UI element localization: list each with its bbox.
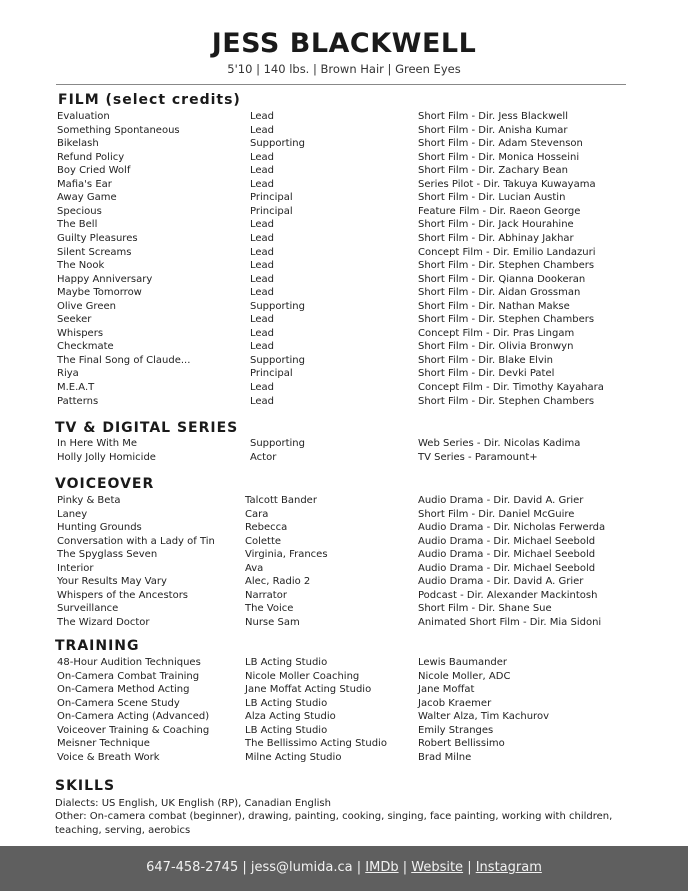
training-title: Voiceover Training & Coaching	[57, 724, 210, 736]
voiceover-role: The Voice	[245, 603, 294, 615]
film-detail: Short Film - Dir. Qianna Dookeran	[418, 273, 586, 285]
footer-separator: |	[398, 860, 412, 875]
film-detail: Short Film - Dir. Nathan Makse	[418, 300, 570, 312]
film-title: Olive Green	[57, 300, 116, 312]
film-role: Lead	[250, 246, 275, 258]
voiceover-title: Hunting Grounds	[57, 522, 142, 534]
film-role: Lead	[250, 260, 275, 272]
film-title: Patterns	[57, 395, 99, 407]
film-row	[0, 178, 688, 192]
film-detail: Short Film - Dir. Lucian Austin	[418, 192, 566, 204]
website-link[interactable]: Website	[411, 860, 464, 875]
actor-stats: 5'10 | 140 lbs. | Brown Hair | Green Eyes	[227, 62, 461, 76]
film-role: Lead	[250, 124, 275, 136]
training-title: Voice & Breath Work	[57, 751, 160, 763]
film-title: Checkmate	[57, 341, 114, 353]
film-row	[0, 327, 688, 341]
training-role: LB Acting Studio	[245, 657, 328, 668]
training-detail: Emily Stranges	[418, 724, 494, 736]
voiceover-title: Conversation with a Lady of Tin	[57, 535, 215, 547]
film-title: Mafia's Ear	[57, 178, 112, 190]
film-role: Lead	[250, 287, 275, 299]
training-title: On-Camera Scene Study	[57, 697, 180, 709]
voiceover-row	[0, 602, 688, 616]
training-detail: Lewis Baumander	[418, 657, 508, 668]
film-title: Silent Screams	[57, 246, 132, 258]
training-title: On-Camera Combat Training	[57, 670, 200, 682]
imdb-link[interactable]: IMDb	[365, 860, 399, 875]
instagram-link[interactable]: Instagram	[475, 860, 542, 875]
film-title: The Final Song of Claude...	[57, 354, 191, 366]
film-title: Bikelash	[57, 138, 99, 150]
training-detail: Brad Milne	[418, 751, 472, 763]
voiceover-title: Pinky & Beta	[57, 495, 121, 506]
actor-name: JESS BLACKWELL	[211, 28, 477, 59]
film-role: Lead	[250, 341, 275, 353]
film-detail: Series Pilot - Dir. Takuya Kuwayama	[418, 178, 596, 190]
skills-section-title: SKILLS	[55, 778, 116, 794]
voiceover-role: Ava	[245, 562, 264, 574]
film-section-title: FILM (select credits)	[58, 92, 241, 108]
film-detail: Concept Film - Dir. Pras Lingam	[418, 327, 575, 339]
film-row	[0, 395, 688, 409]
film-detail: Concept Film - Dir. Emilio Landazuri	[418, 246, 596, 258]
film-row	[0, 137, 688, 151]
voiceover-detail: Audio Drama - Dir. Michael Seebold	[418, 549, 596, 561]
voiceover-role: Nurse Sam	[245, 616, 300, 628]
voiceover-title: The Wizard Doctor	[57, 616, 150, 628]
film-title: The Nook	[57, 260, 105, 272]
training-role: LB Acting Studio	[245, 697, 328, 709]
film-role: Lead	[250, 111, 275, 122]
header-divider	[56, 84, 626, 85]
film-detail: Short Film - Dir. Jess Blackwell	[418, 111, 568, 122]
film-title: Evaluation	[57, 111, 110, 122]
film-title: Maybe Tomorrow	[57, 287, 142, 299]
training-row	[0, 656, 688, 670]
film-role: Lead	[250, 178, 275, 190]
film-title: Seeker	[57, 314, 92, 326]
training-row	[0, 751, 688, 765]
film-role: Supporting	[250, 138, 305, 150]
voiceover-title: Laney	[57, 508, 88, 520]
film-row	[0, 300, 688, 314]
tv-role: Supporting	[250, 438, 305, 449]
voiceover-detail: Animated Short Film - Dir. Mia Sidoni	[418, 616, 602, 628]
training-row	[0, 724, 688, 738]
tv-row	[0, 437, 688, 451]
voiceover-role: Alec, Radio 2	[245, 576, 311, 588]
film-detail: Short Film - Dir. Stephen Chambers	[418, 314, 595, 326]
voiceover-title: Whispers of the Ancestors	[57, 589, 189, 601]
film-role: Supporting	[250, 300, 305, 312]
training-section-title: TRAINING	[55, 638, 140, 654]
tv-title: Holly Jolly Homicide	[57, 451, 156, 463]
film-row	[0, 273, 688, 287]
training-detail: Robert Bellissimo	[418, 738, 505, 750]
film-role: Principal	[250, 205, 293, 217]
training-detail: Jacob Kraemer	[418, 697, 492, 709]
voiceover-detail: Audio Drama - Dir. David A. Grier	[418, 495, 584, 506]
voiceover-detail: Audio Drama - Dir. David A. Grier	[418, 576, 584, 588]
voiceover-role: Rebecca	[245, 522, 288, 534]
voiceover-title: Interior	[57, 562, 94, 574]
training-title: 48-Hour Audition Techniques	[57, 657, 201, 668]
training-role: Nicole Moller Coaching	[245, 670, 360, 682]
voiceover-detail: Podcast - Dir. Alexander Mackintosh	[418, 589, 598, 601]
voiceover-detail: Audio Drama - Dir. Nicholas Ferwerda	[418, 522, 606, 534]
voiceover-title: Surveillance	[57, 603, 119, 615]
film-row	[0, 232, 688, 246]
film-title: Something Spontaneous	[57, 124, 180, 136]
film-role: Lead	[250, 382, 275, 393]
tv-role: Actor	[250, 451, 277, 463]
film-detail: Short Film - Dir. Blake Elvin	[418, 354, 553, 366]
voiceover-role: Virginia, Frances	[245, 549, 328, 561]
film-detail: Concept Film - Dir. Timothy Kayahara	[418, 382, 604, 393]
film-role: Lead	[250, 232, 275, 244]
skills-dialects: Dialects: US English, UK English (RP), Canadian English	[55, 798, 331, 809]
tv-row	[0, 451, 688, 465]
film-row	[0, 367, 688, 381]
film-row	[0, 151, 688, 165]
voiceover-row	[0, 548, 688, 562]
voiceover-row	[0, 508, 688, 522]
film-row	[0, 164, 688, 178]
film-detail: Short Film - Dir. Monica Hosseini	[418, 151, 580, 163]
film-title: Happy Anniversary	[57, 273, 153, 285]
phone-email: 647-458-2745 | jess@lumida.ca |	[146, 860, 366, 875]
film-detail: Short Film - Dir. Abhinay Jakhar	[418, 232, 574, 244]
tv-title: In Here With Me	[57, 438, 138, 449]
voiceover-row	[0, 521, 688, 535]
film-title: Specious	[57, 205, 102, 217]
film-detail: Short Film - Dir. Stephen Chambers	[418, 395, 595, 407]
tv-section-title: TV & DIGITAL SERIES	[55, 420, 239, 436]
voiceover-row	[0, 616, 688, 630]
voiceover-detail: Audio Drama - Dir. Michael Seebold	[418, 562, 596, 574]
film-role: Supporting	[250, 354, 305, 366]
film-title: M.E.A.T	[57, 382, 95, 393]
film-row	[0, 191, 688, 205]
film-detail: Short Film - Dir. Jack Hourahine	[418, 219, 574, 231]
film-role: Lead	[250, 151, 275, 163]
film-detail: Feature Film - Dir. Raeon George	[418, 205, 581, 217]
film-role: Lead	[250, 327, 275, 339]
film-detail: Short Film - Dir. Stephen Chambers	[418, 260, 595, 272]
film-title: The Bell	[57, 219, 98, 231]
voiceover-row	[0, 535, 688, 549]
film-title: Boy Cried Wolf	[57, 165, 131, 177]
training-title: On-Camera Acting (Advanced)	[57, 711, 210, 723]
tv-detail: TV Series - Paramount+	[418, 451, 538, 463]
training-detail: Nicole Moller, ADC	[418, 670, 511, 682]
film-detail: Short Film - Dir. Olivia Bronwyn	[418, 341, 574, 353]
film-detail: Short Film - Dir. Zachary Bean	[418, 165, 568, 177]
film-title: Guilty Pleasures	[57, 232, 138, 244]
training-role: Alza Acting Studio	[245, 711, 336, 723]
training-row	[0, 670, 688, 684]
film-row	[0, 205, 688, 219]
film-row	[0, 381, 688, 395]
film-title: Riya	[57, 368, 79, 380]
voiceover-role: Colette	[245, 535, 282, 547]
film-title: Whispers	[57, 327, 104, 339]
training-title: Meisner Technique	[57, 738, 150, 750]
voiceover-detail: Audio Drama - Dir. Michael Seebold	[418, 535, 596, 547]
film-row	[0, 286, 688, 300]
contact-footer	[0, 846, 688, 891]
film-role: Lead	[250, 165, 275, 177]
training-row	[0, 697, 688, 711]
film-title: Refund Policy	[57, 151, 125, 163]
voiceover-row	[0, 494, 688, 508]
film-detail: Short Film - Dir. Devki Patel	[418, 368, 555, 380]
film-role: Principal	[250, 368, 293, 380]
voiceover-role: Narrator	[245, 589, 287, 601]
voiceover-role: Talcott Bander	[245, 495, 317, 506]
film-role: Lead	[250, 219, 275, 231]
training-role: The Bellissimo Acting Studio	[245, 738, 387, 750]
film-role: Lead	[250, 395, 275, 407]
voiceover-title: Your Results May Vary	[57, 576, 167, 588]
film-row	[0, 340, 688, 354]
film-row	[0, 246, 688, 260]
training-row	[0, 683, 688, 697]
training-detail: Jane Moffat	[418, 684, 475, 696]
skills-other: Other: On-camera combat (beginner), drawing, painting, cooking, singing, face painting, working with children, teaching, serving, aerobics	[55, 811, 613, 836]
training-detail: Walter Alza, Tim Kachurov	[418, 711, 549, 723]
film-row	[0, 218, 688, 232]
film-role: Lead	[250, 314, 275, 326]
training-role: LB Acting Studio	[245, 724, 328, 736]
training-title: On-Camera Method Acting	[57, 684, 190, 696]
film-detail: Short Film - Dir. Anisha Kumar	[418, 124, 568, 136]
voiceover-detail: Short Film - Dir. Daniel McGuire	[418, 508, 575, 520]
voiceover-title: The Spyglass Seven	[57, 549, 158, 561]
film-role: Principal	[250, 192, 293, 204]
voiceover-section-title: VOICEOVER	[55, 476, 155, 492]
film-row	[0, 124, 688, 138]
voiceover-role: Cara	[245, 508, 269, 520]
contact-line	[0, 860, 688, 875]
voiceover-row	[0, 562, 688, 576]
film-row	[0, 354, 688, 368]
film-detail: Short Film - Dir. Adam Stevenson	[418, 138, 583, 150]
film-role: Lead	[250, 273, 275, 285]
training-role: Milne Acting Studio	[245, 751, 342, 763]
training-row	[0, 737, 688, 751]
film-row	[0, 110, 688, 124]
voiceover-row	[0, 575, 688, 589]
voiceover-detail: Short Film - Dir. Shane Sue	[418, 603, 552, 615]
film-detail: Short Film - Dir. Aidan Grossman	[418, 287, 581, 299]
film-row	[0, 313, 688, 327]
tv-detail: Web Series - Dir. Nicolas Kadima	[418, 438, 581, 449]
training-role: Jane Moffat Acting Studio	[245, 684, 372, 696]
film-row	[0, 259, 688, 273]
training-row	[0, 710, 688, 724]
footer-separator: |	[463, 860, 476, 875]
film-title: Away Game	[57, 192, 117, 204]
voiceover-row	[0, 589, 688, 603]
